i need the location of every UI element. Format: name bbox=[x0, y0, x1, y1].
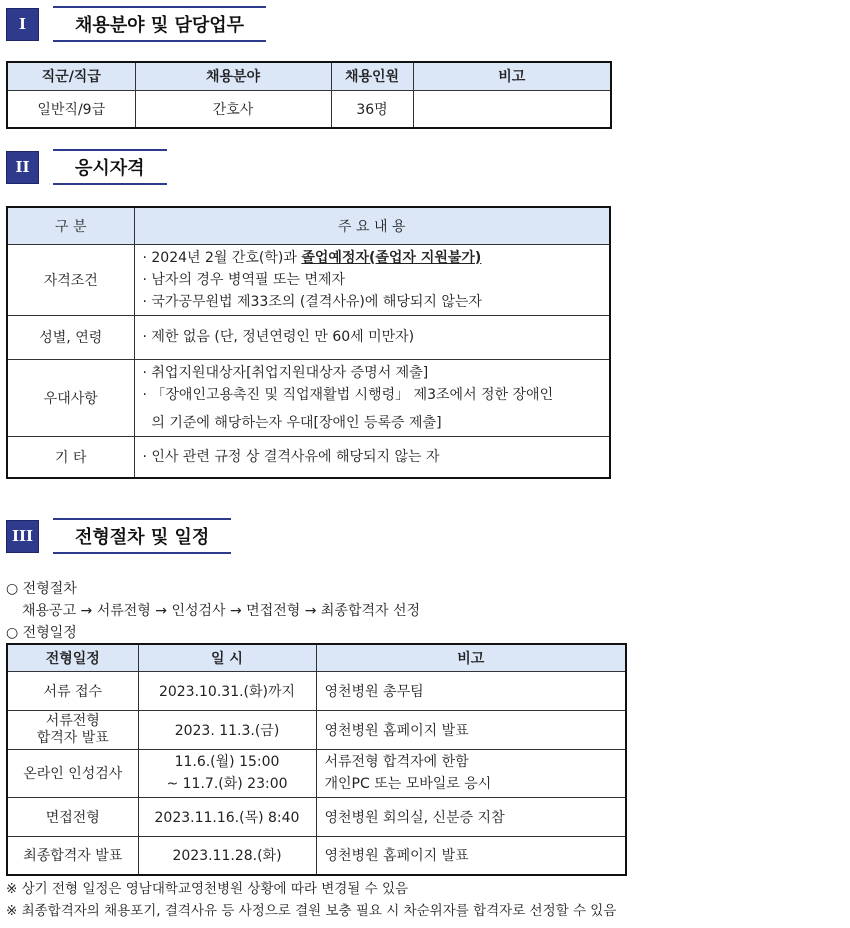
line-text: · 2024년 2월 간호(학)과 bbox=[142, 249, 302, 266]
row-content-etc bbox=[134, 436, 610, 478]
schedule-heading: ○ 전형일정 bbox=[6, 625, 77, 641]
row-label-qualification: 자격조건 bbox=[7, 244, 134, 315]
note-cell: 영천병원 총무팀 bbox=[316, 671, 626, 710]
cell-field: 간호사 bbox=[135, 90, 331, 128]
content-line: · 취업지원대상자[취업지원대상자 증명서 제출] bbox=[142, 364, 429, 381]
row-label-preference: 우대사항 bbox=[7, 359, 134, 436]
stage-line: 합격자 발표 bbox=[36, 729, 109, 746]
section-2-title: 응시자격 bbox=[53, 149, 167, 185]
recruitment-table bbox=[6, 61, 612, 129]
procedure-heading: ○ 전형절차 bbox=[6, 581, 77, 597]
schedule-table bbox=[6, 643, 627, 876]
stage-line: 서류전형 bbox=[45, 712, 100, 729]
graduation-emphasis: 졸업예정자(졸업자 지원불가) bbox=[301, 249, 482, 266]
note-cell: 영천병원 회의실, 신분증 지참 bbox=[316, 797, 626, 836]
note-line: 서류전형 합격자에 한함 bbox=[324, 754, 469, 770]
table-row bbox=[7, 710, 626, 749]
stage-cell: 서류 접수 bbox=[7, 671, 138, 710]
header-field: 채용분야 bbox=[135, 62, 331, 90]
header-remarks: 비고 bbox=[413, 62, 611, 90]
footnote-runner-up: ※ 최종합격자의 채용포기, 결격사유 등 사정으로 결원 보충 필요 시 차순위자를 합격자로 선정할 수 있음 bbox=[6, 903, 617, 919]
cell-remarks bbox=[413, 90, 611, 128]
date-cell: 2023.10.31.(화)까지 bbox=[138, 671, 316, 710]
content-line: 의 기준에 해당하는자 우대[장애인 등록증 제출] bbox=[142, 414, 442, 431]
header-content: 주 요 내 용 bbox=[134, 207, 610, 244]
procedure-flow: 채용공고 → 서류전형 → 인성검사 → 면접전형 → 최종합격자 선정 bbox=[22, 603, 421, 619]
footnote-schedule-change: ※ 상기 전형 일정은 영남대학교영천병원 상황에 따라 변경될 수 있음 bbox=[6, 881, 409, 897]
header-headcount: 채용인원 bbox=[331, 62, 413, 90]
row-label-gender-age: 성별, 연령 bbox=[7, 315, 134, 359]
cell-headcount: 36명 bbox=[331, 90, 413, 128]
header-note: 비고 bbox=[316, 644, 626, 671]
row-label-etc: 기 타 bbox=[7, 436, 134, 478]
content-line: · 국가공무원법 제33조의 (결격사유)에 해당되지 않는자 bbox=[142, 293, 482, 310]
date-cell: 2023.11.16.(목) 8:40 bbox=[138, 797, 316, 836]
table-row bbox=[7, 749, 626, 797]
content-line: · 「장애인고용촉진 및 직업재활법 시행령」 제3조에서 정한 장애인 bbox=[142, 386, 554, 403]
row-content-qualification bbox=[134, 244, 610, 315]
header-category: 구 분 bbox=[7, 207, 134, 244]
stage-cell: 최종합격자 발표 bbox=[7, 836, 138, 875]
section-2-header bbox=[6, 149, 167, 185]
content-line bbox=[143, 247, 610, 269]
content-line: · 제한 없음 (단, 정년연령인 만 60세 미만자) bbox=[142, 329, 415, 345]
header-job-grade: 직군/직급 bbox=[7, 62, 135, 90]
row-content-gender-age bbox=[134, 315, 610, 359]
table-row bbox=[7, 797, 626, 836]
section-1-header bbox=[6, 6, 266, 42]
row-content-preference bbox=[134, 359, 610, 436]
table-row bbox=[7, 836, 626, 875]
note-cell: 영천병원 홈페이지 발표 bbox=[316, 710, 626, 749]
section-1-number: I bbox=[6, 8, 39, 41]
cell-job-grade: 일반직/9급 bbox=[7, 90, 135, 128]
section-3-header bbox=[6, 518, 231, 554]
section-2-number: II bbox=[6, 151, 39, 184]
section-3-number: III bbox=[6, 520, 39, 553]
qualification-table bbox=[6, 206, 611, 479]
content-line: · 인사 관련 규정 상 결격사유에 해당되지 않는 자 bbox=[142, 448, 440, 465]
note-line: 개인PC 또는 모바일로 응시 bbox=[324, 776, 492, 792]
date-cell: 2023.11.28.(화) bbox=[138, 836, 316, 875]
date-line: ~ 11.7.(화) 23:00 bbox=[166, 776, 288, 792]
note-cell bbox=[316, 749, 626, 797]
date-cell: 2023. 11.3.(금) bbox=[138, 710, 316, 749]
stage-cell bbox=[7, 710, 138, 749]
stage-cell: 면접전형 bbox=[7, 797, 138, 836]
content-line: · 남자의 경우 병역필 또는 면제자 bbox=[142, 271, 346, 288]
date-cell bbox=[138, 749, 316, 797]
section-1-title: 채용분야 및 담당업무 bbox=[53, 6, 266, 42]
stage-cell: 온라인 인성검사 bbox=[7, 749, 138, 797]
header-datetime: 일 시 bbox=[138, 644, 316, 671]
header-stage: 전형일정 bbox=[7, 644, 138, 671]
date-line: 11.6.(월) 15:00 bbox=[174, 754, 280, 770]
section-3-title: 전형절차 및 일정 bbox=[53, 518, 231, 554]
table-row bbox=[7, 671, 626, 710]
note-cell: 영천병원 홈페이지 발표 bbox=[316, 836, 626, 875]
